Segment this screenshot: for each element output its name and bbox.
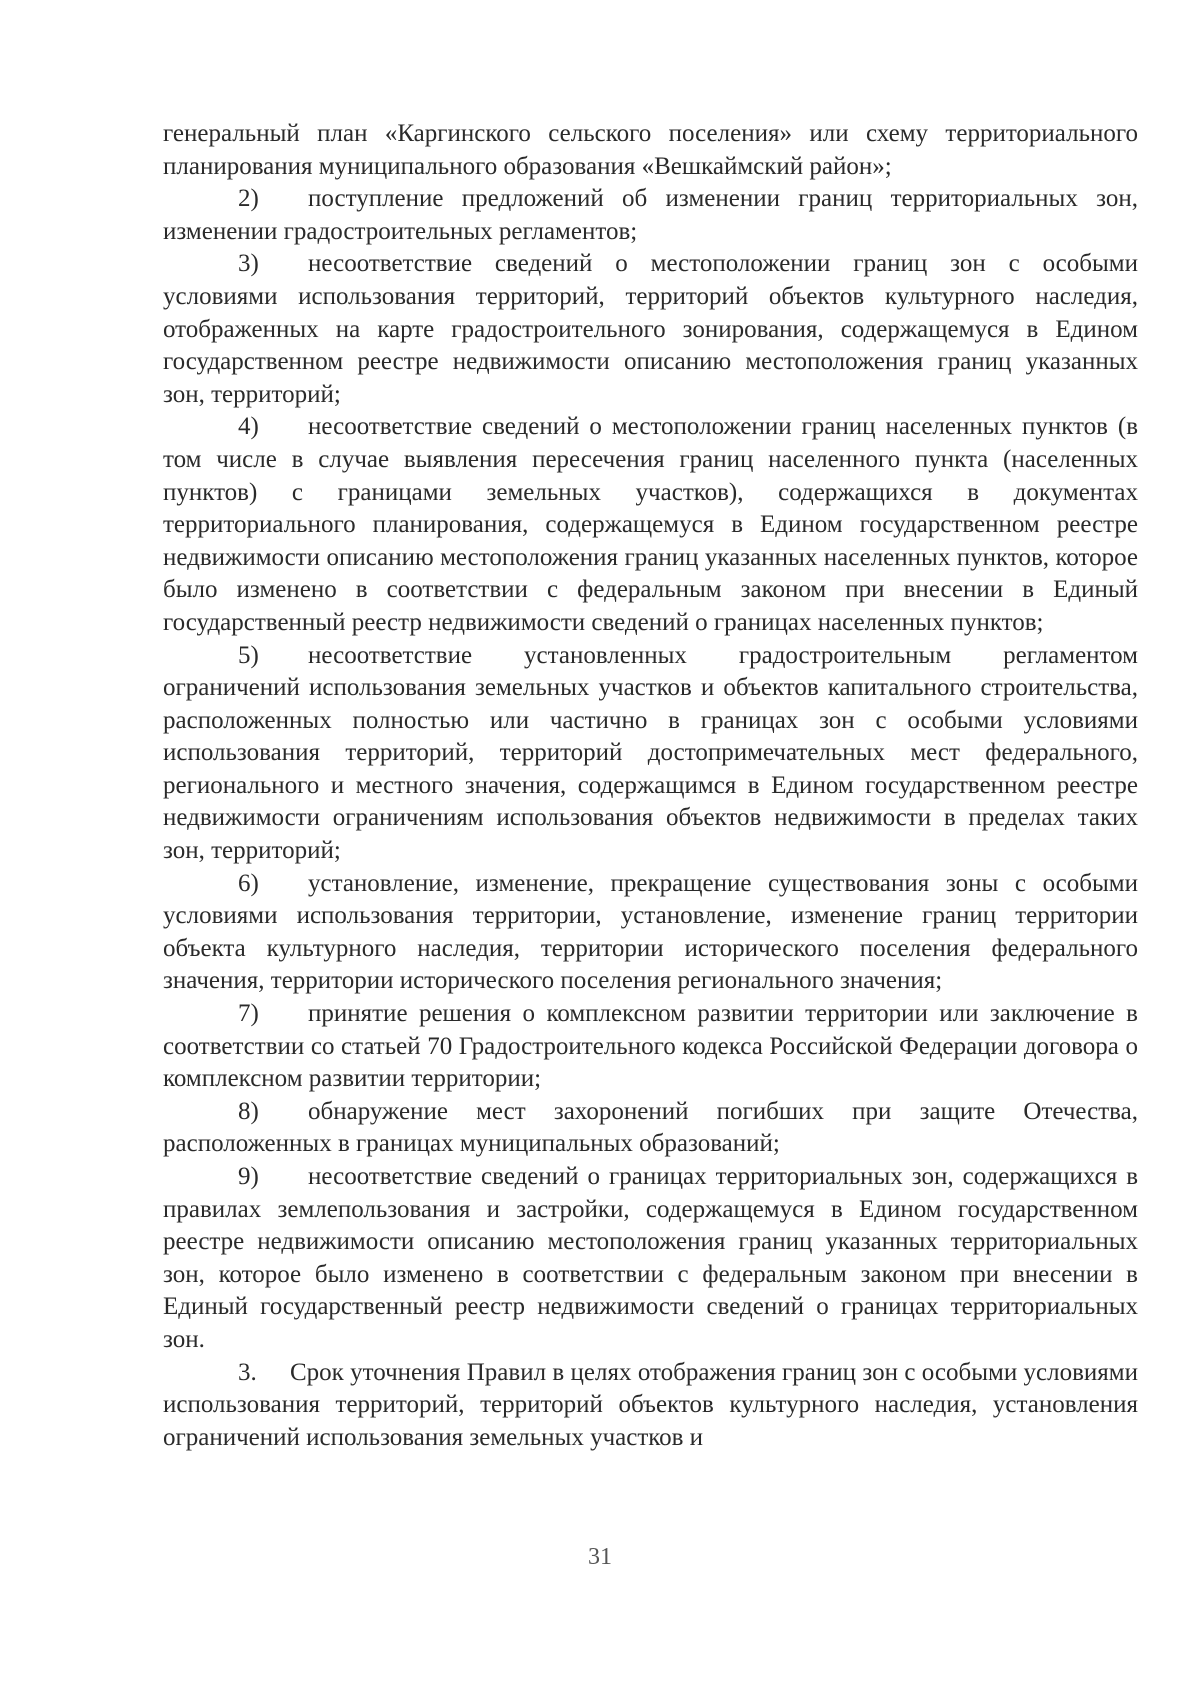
item-text: установление, изменение, прекращение существования зоны с особыми условиями использования территории, установление, изменение границ территории объекта культурного наследия, территории исторического поселения федерального значения, территории исторического поселения регионального значения; <box>163 869 1138 995</box>
item-number: 7) <box>238 1000 259 1028</box>
list-item <box>163 868 1138 998</box>
item-text: обнаружение мест захоронений погибших при защите Отечества, расположенных в границах муниципальных образований; <box>163 1097 1138 1158</box>
item-number: 6) <box>238 869 259 897</box>
item-text: несоответствие сведений о местоположении границ зон с особыми условиями использования территорий, территорий объектов культурного наследия, отображенных на карте градостроительного зонирования, содержащемуся в Едином государственном реестре недвижимости описанию местоположения границ указанных зон, территорий; <box>163 250 1138 408</box>
list-item <box>163 640 1138 868</box>
list-item <box>163 1096 1138 1161</box>
list-item <box>163 998 1138 1096</box>
item-text: принятие решения о комплексном развитии территории или заключение в соответствии со статьей 70 Градостроительного кодекса Российской Федерации договора о комплексном развитии территории; <box>163 1000 1138 1093</box>
section-number: 3. <box>238 1358 257 1386</box>
item-number: 2) <box>238 185 259 213</box>
intro-paragraph: генеральный план «Каргинского сельского поселения» или схему территориального планирования муниципального образования «Вешкаймский район»; <box>163 120 1138 180</box>
item-number: 4) <box>238 413 259 441</box>
list-item <box>163 248 1138 411</box>
list-item <box>163 1161 1138 1357</box>
section-text: Срок уточнения Правил в целях отображения границ зон с особыми условиями использования территорий, территорий объектов культурного наследия, установления ограничений использования земельных участков и <box>163 1358 1138 1451</box>
page-number: 31 <box>588 1544 612 1570</box>
section-paragraph <box>163 1357 1138 1455</box>
item-text: несоответствие сведений о местоположении границ населенных пунктов (в том числе в случае выявления пересечения границ населенного пункта (населенных пунктов) с границами земельных участков), содержащихся в документах территориального планирования, содержащемуся в Едином государственном реестре недвижимости описанию местоположения границ указанных населенных пунктов, которое было изменено в соответствии с федеральным законом при внесении в Единый государственный реестр недвижимости сведений о границах населенных пунктов; <box>163 413 1138 636</box>
item-text: несоответствие установленных градостроительным регламентом ограничений использования земельных участков и объектов капитального строительства, расположенных полностью или частично в границах зон с особыми условиями использования территорий, территорий достопримечательных мест федерального, регионального и местного значения, содержащимся в Едином государственном реестре недвижимости ограничениям использования объектов недвижимости в пределах таких зон, территорий; <box>163 641 1138 865</box>
item-number: 3) <box>238 250 259 278</box>
item-text: несоответствие сведений о границах территориальных зон, содержащихся в правилах землепользования и застройки, содержащемуся в Едином государственном реестре недвижимости описанию местоположения границ указанных территориальных зон, которое было изменено в соответствии с федеральным законом при внесении в Единый государственный реестр недвижимости сведений о границах территориальных зон. <box>163 1163 1138 1353</box>
item-number: 8) <box>238 1097 259 1125</box>
item-number: 5) <box>238 641 259 669</box>
list-item <box>163 411 1138 639</box>
item-text: поступление предложений об изменении границ территориальных зон, изменении градостроительных регламентов; <box>163 185 1138 245</box>
document-body <box>163 118 1138 1454</box>
list-item <box>163 183 1138 248</box>
item-number: 9) <box>238 1163 259 1190</box>
